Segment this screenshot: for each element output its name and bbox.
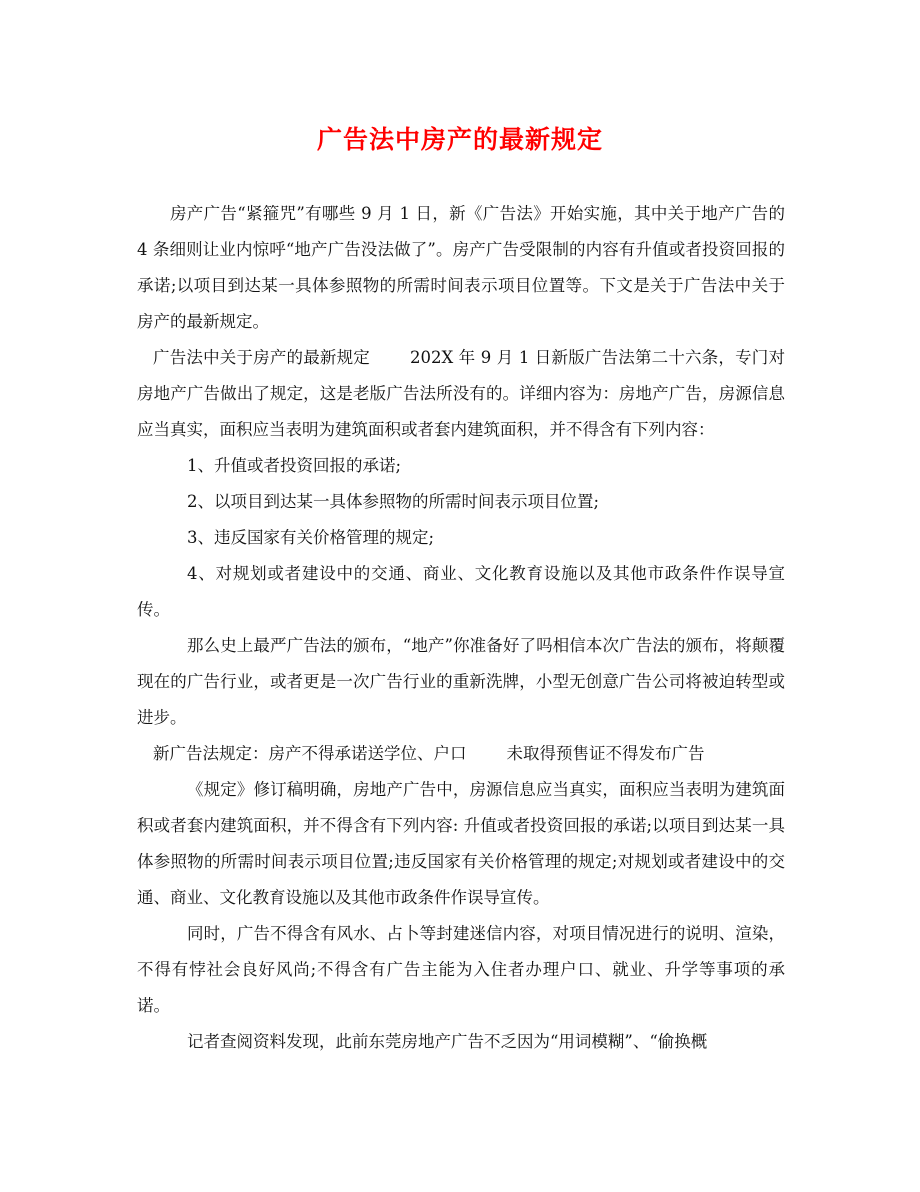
paragraph-reporter: 记者查阅资料发现，此前东莞房地产广告不乏因为“用词模糊”、“偷换概	[187, 1032, 708, 1051]
paragraph-analysis: 那么史上最严广告法的颁布，“地产”你准备好了吗相信本次广告法的颁布，将颠覆现在的广告行业，或者更是一次广告行业的重新洗牌，小型无创意广告公司将被迫转型或进步。	[137, 636, 785, 727]
paragraph-superstition: 同时，广告不得含有风水、占卜等封建迷信内容，对项目情况进行的说明、渲染，不得有悖社会良好风尚;不得含有广告主能为入住者办理户口、就业、升学等事项的承诺。	[137, 924, 785, 1015]
document-title: 广告法中房产的最新规定	[316, 125, 603, 154]
section-body-text: 202X 年 9 月 1 日新版广告法第二十六条，专门对房地产广告做出了规定，这是老版广告法所没有的。详细内容为：房地产广告，房源信息应当真实，面积应当表明为建筑面积或者套内建筑面积，并不得含有下列内容：	[137, 348, 785, 439]
section-heading-text: 广告法中关于房产的最新规定	[153, 348, 370, 367]
presale-heading-text: 未取得预售证不得发布广告	[506, 744, 705, 763]
new-rules-heading-text: 新广告法规定：房产不得承诺送学位、户口	[153, 744, 467, 763]
list-item-1: 1、升值或者投资回报的承诺;	[187, 456, 402, 475]
paragraph-regulation: 《规定》修订稿明确，房地产广告中，房源信息应当真实，面积应当表明为建筑面积或者套内建筑面积，并不得含有下列内容: 升值或者投资回报的承诺;以项目到达某一具体参照物的所需时间表示项目位置;违反国家有关价格管理的规定;对规划或者建设中的交通、商业、文化教育设施以及其他市政条件作误导宣传。	[137, 780, 785, 907]
document-body	[137, 196, 785, 1060]
paragraph-new-rules-heading	[137, 736, 785, 772]
paragraph-intro: 房产广告“紧箍咒”有哪些 9 月 1 日，新《广告法》开始实施，其中关于地产广告的 4 条细则让业内惊呼“地产广告没法做了”。房产广告受限制的内容有升值或者投资回报的承诺;以项目到达某一具体参照物的所需时间表示项目位置等。下文是关于广告法中关于房产的最新规定。	[137, 204, 785, 331]
list-item-4: 4、对规划或者建设中的交通、商业、文化教育设施以及其他市政条件作误导宣传。	[137, 564, 785, 619]
list-item-2: 2、以项目到达某一具体参照物的所需时间表示项目位置;	[187, 492, 600, 511]
paragraph-section-heading	[137, 340, 785, 448]
list-item-3: 3、违反国家有关价格管理的规定;	[187, 528, 435, 547]
